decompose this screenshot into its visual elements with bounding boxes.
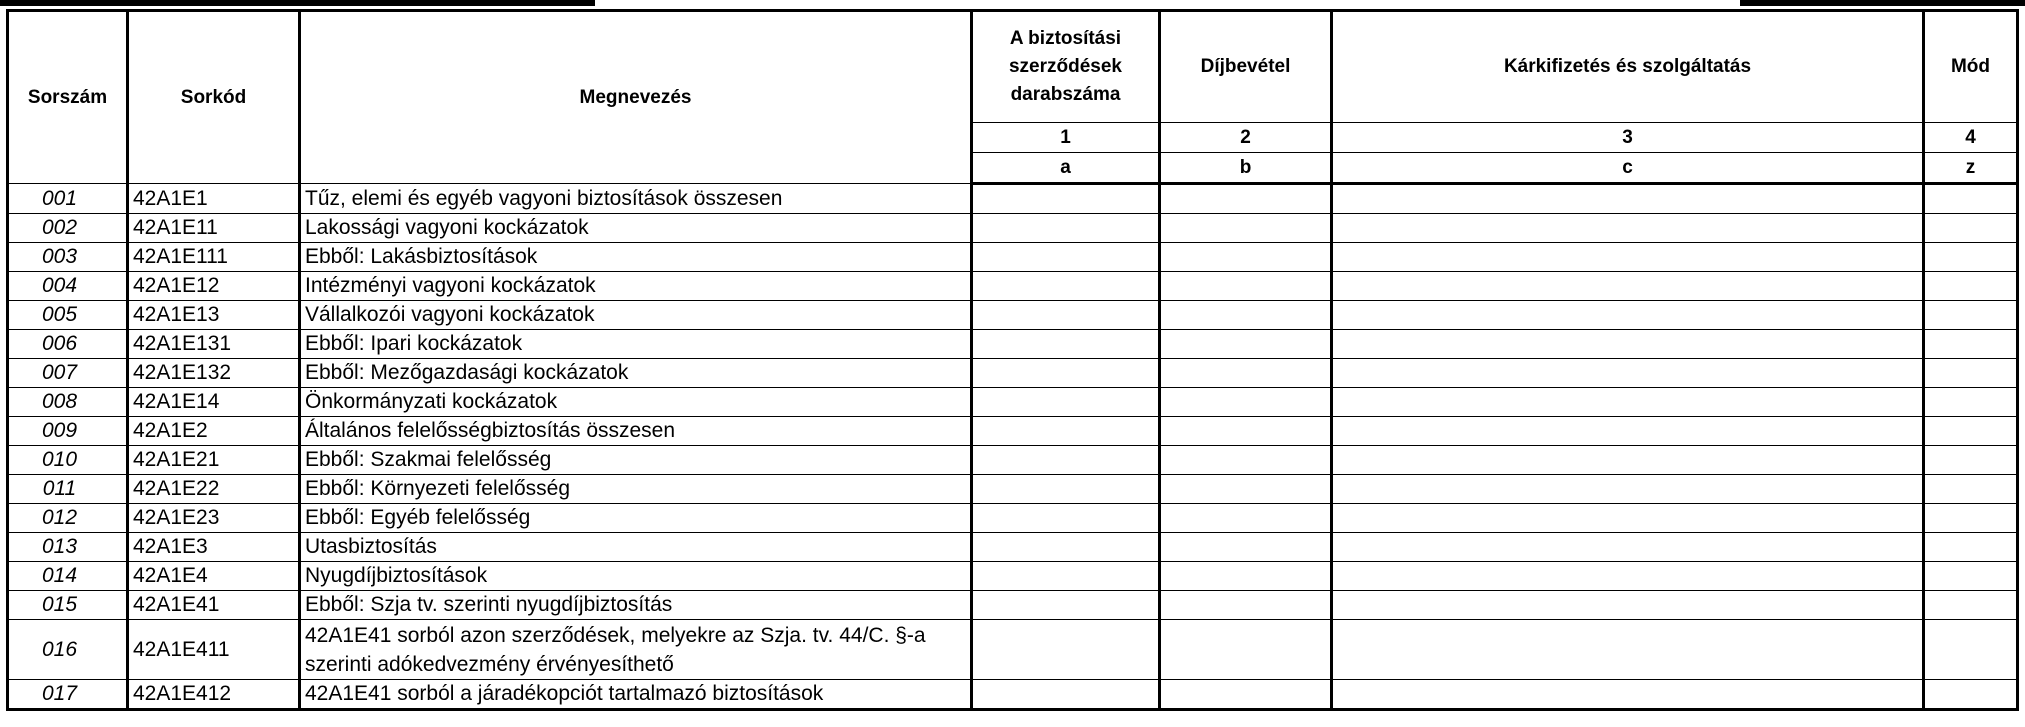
- input-claims-payment[interactable]: [1332, 680, 1924, 710]
- row-code: 42A1E41: [128, 591, 300, 620]
- column-code-c: c: [1332, 153, 1924, 184]
- input-premium-income[interactable]: [1160, 301, 1332, 330]
- row-name: Ebből: Lakásbiztosítások: [300, 243, 972, 272]
- input-claims-payment[interactable]: [1332, 591, 1924, 620]
- input-contract-count[interactable]: [972, 184, 1160, 214]
- input-mode[interactable]: [1924, 214, 2018, 243]
- input-contract-count[interactable]: [972, 504, 1160, 533]
- header-row: [8, 11, 2018, 123]
- input-claims-payment[interactable]: [1332, 620, 1924, 680]
- row-number: 016: [8, 620, 128, 680]
- table-row: [8, 184, 2018, 214]
- input-claims-payment[interactable]: [1332, 475, 1924, 504]
- input-claims-payment[interactable]: [1332, 243, 1924, 272]
- row-number: 015: [8, 591, 128, 620]
- row-code: 42A1E132: [128, 359, 300, 388]
- row-name: 42A1E41 sorból azon szerződések, melyekre az Szja. tv. 44/C. §-a szerinti adókedvezmény érvényesíthető: [300, 620, 972, 680]
- row-code: 42A1E4: [128, 562, 300, 591]
- row-code: 42A1E11: [128, 214, 300, 243]
- row-name: Nyugdíjbiztosítások: [300, 562, 972, 591]
- row-code: 42A1E1: [128, 184, 300, 214]
- table-row: [8, 591, 2018, 620]
- input-premium-income[interactable]: [1160, 214, 1332, 243]
- input-claims-payment[interactable]: [1332, 272, 1924, 301]
- input-premium-income[interactable]: [1160, 504, 1332, 533]
- column-number-2: 2: [1160, 123, 1332, 153]
- row-name: Lakossági vagyoni kockázatok: [300, 214, 972, 243]
- row-name: Intézményi vagyoni kockázatok: [300, 272, 972, 301]
- input-claims-payment[interactable]: [1332, 330, 1924, 359]
- input-mode[interactable]: [1924, 272, 2018, 301]
- row-name: Önkormányzati kockázatok: [300, 388, 972, 417]
- input-mode[interactable]: [1924, 184, 2018, 214]
- input-premium-income[interactable]: [1160, 359, 1332, 388]
- input-premium-income[interactable]: [1160, 620, 1332, 680]
- input-premium-income[interactable]: [1160, 388, 1332, 417]
- input-contract-count[interactable]: [972, 214, 1160, 243]
- table-row: [8, 330, 2018, 359]
- input-claims-payment[interactable]: [1332, 446, 1924, 475]
- input-contract-count[interactable]: [972, 591, 1160, 620]
- row-name: Ebből: Szja tv. szerinti nyugdíjbiztosítás: [300, 591, 972, 620]
- row-number: 017: [8, 680, 128, 710]
- header-sorkod: Sorkód: [128, 11, 300, 184]
- row-number: 011: [8, 475, 128, 504]
- table-row: [8, 388, 2018, 417]
- row-number: 013: [8, 533, 128, 562]
- row-code: 42A1E23: [128, 504, 300, 533]
- input-premium-income[interactable]: [1160, 446, 1332, 475]
- row-number: 007: [8, 359, 128, 388]
- table-row: [8, 446, 2018, 475]
- row-code: 42A1E13: [128, 301, 300, 330]
- table-row: [8, 504, 2018, 533]
- input-claims-payment[interactable]: [1332, 504, 1924, 533]
- row-number: 006: [8, 330, 128, 359]
- input-mode[interactable]: [1924, 504, 2018, 533]
- header-col3: Kárkifizetés és szolgáltatás: [1332, 11, 1924, 123]
- input-contract-count[interactable]: [972, 243, 1160, 272]
- row-number: 014: [8, 562, 128, 591]
- input-premium-income[interactable]: [1160, 330, 1332, 359]
- input-claims-payment[interactable]: [1332, 562, 1924, 591]
- input-mode[interactable]: [1924, 417, 2018, 446]
- input-mode[interactable]: [1924, 562, 2018, 591]
- row-name: Ebből: Szakmai felelősség: [300, 446, 972, 475]
- input-mode[interactable]: [1924, 475, 2018, 504]
- input-claims-payment[interactable]: [1332, 301, 1924, 330]
- row-code: 42A1E411: [128, 620, 300, 680]
- row-number: 004: [8, 272, 128, 301]
- input-contract-count[interactable]: [972, 562, 1160, 591]
- input-claims-payment[interactable]: [1332, 417, 1924, 446]
- column-code-a: a: [972, 153, 1160, 184]
- row-code: 42A1E14: [128, 388, 300, 417]
- table-row: [8, 620, 2018, 680]
- row-code: 42A1E3: [128, 533, 300, 562]
- header-col4: Mód: [1924, 11, 2018, 123]
- input-mode[interactable]: [1924, 243, 2018, 272]
- input-contract-count[interactable]: [972, 475, 1160, 504]
- input-premium-income[interactable]: [1160, 243, 1332, 272]
- row-number: 001: [8, 184, 128, 214]
- row-name: Vállalkozói vagyoni kockázatok: [300, 301, 972, 330]
- row-code: 42A1E22: [128, 475, 300, 504]
- row-number: 003: [8, 243, 128, 272]
- data-table: [6, 9, 2019, 711]
- input-premium-income[interactable]: [1160, 533, 1332, 562]
- row-code: 42A1E111: [128, 243, 300, 272]
- row-code: 42A1E12: [128, 272, 300, 301]
- column-code-b: b: [1160, 153, 1332, 184]
- row-name: Ebből: Egyéb felelősség: [300, 504, 972, 533]
- header-col1: A biztosítási szerződések darabszáma: [972, 11, 1160, 123]
- input-contract-count[interactable]: [972, 388, 1160, 417]
- input-contract-count[interactable]: [972, 301, 1160, 330]
- input-mode[interactable]: [1924, 620, 2018, 680]
- input-premium-income[interactable]: [1160, 680, 1332, 710]
- row-code: 42A1E2: [128, 417, 300, 446]
- input-contract-count[interactable]: [972, 417, 1160, 446]
- row-number: 012: [8, 504, 128, 533]
- table-row: [8, 562, 2018, 591]
- input-claims-payment[interactable]: [1332, 359, 1924, 388]
- table-row: [8, 533, 2018, 562]
- column-number-1: 1: [972, 123, 1160, 153]
- row-code: 42A1E21: [128, 446, 300, 475]
- table-row: [8, 272, 2018, 301]
- input-claims-payment[interactable]: [1332, 184, 1924, 214]
- input-mode[interactable]: [1924, 591, 2018, 620]
- row-number: 009: [8, 417, 128, 446]
- row-number: 010: [8, 446, 128, 475]
- input-mode[interactable]: [1924, 533, 2018, 562]
- input-mode[interactable]: [1924, 301, 2018, 330]
- row-number: 002: [8, 214, 128, 243]
- table-row: [8, 243, 2018, 272]
- table-row: [8, 475, 2018, 504]
- input-contract-count[interactable]: [972, 359, 1160, 388]
- input-mode[interactable]: [1924, 680, 2018, 710]
- input-premium-income[interactable]: [1160, 591, 1332, 620]
- top-accent-right: [1740, 0, 2025, 6]
- table-row: [8, 359, 2018, 388]
- input-contract-count[interactable]: [972, 620, 1160, 680]
- header-sorszam: Sorszám: [8, 11, 128, 184]
- table-row: [8, 301, 2018, 330]
- row-number: 008: [8, 388, 128, 417]
- row-code: 42A1E412: [128, 680, 300, 710]
- row-name: Tűz, elemi és egyéb vagyoni biztosítások összesen: [300, 184, 972, 214]
- input-mode[interactable]: [1924, 330, 2018, 359]
- header-col2: Díjbevétel: [1160, 11, 1332, 123]
- input-contract-count[interactable]: [972, 446, 1160, 475]
- row-code: 42A1E131: [128, 330, 300, 359]
- input-mode[interactable]: [1924, 446, 2018, 475]
- table-row: [8, 214, 2018, 243]
- column-number-3: 3: [1332, 123, 1924, 153]
- table-row: [8, 680, 2018, 710]
- input-mode[interactable]: [1924, 359, 2018, 388]
- row-name: 42A1E41 sorból a járadékopciót tartalmazó biztosítások: [300, 680, 972, 710]
- input-premium-income[interactable]: [1160, 272, 1332, 301]
- row-number: 005: [8, 301, 128, 330]
- table-row: [8, 417, 2018, 446]
- input-premium-income[interactable]: [1160, 475, 1332, 504]
- input-contract-count[interactable]: [972, 533, 1160, 562]
- input-premium-income[interactable]: [1160, 417, 1332, 446]
- top-accent-left: [0, 0, 595, 6]
- column-number-4: 4: [1924, 123, 2018, 153]
- input-claims-payment[interactable]: [1332, 533, 1924, 562]
- row-name: Általános felelősségbiztosítás összesen: [300, 417, 972, 446]
- header-megnevezes: Megnevezés: [300, 11, 972, 184]
- column-code-z: z: [1924, 153, 2018, 184]
- input-premium-income[interactable]: [1160, 184, 1332, 214]
- input-mode[interactable]: [1924, 388, 2018, 417]
- input-premium-income[interactable]: [1160, 562, 1332, 591]
- row-name: Ebből: Ipari kockázatok: [300, 330, 972, 359]
- input-contract-count[interactable]: [972, 330, 1160, 359]
- input-contract-count[interactable]: [972, 272, 1160, 301]
- row-name: Utasbiztosítás: [300, 533, 972, 562]
- input-claims-payment[interactable]: [1332, 388, 1924, 417]
- row-name: Ebből: Környezeti felelősség: [300, 475, 972, 504]
- input-contract-count[interactable]: [972, 680, 1160, 710]
- input-claims-payment[interactable]: [1332, 214, 1924, 243]
- row-name: Ebből: Mezőgazdasági kockázatok: [300, 359, 972, 388]
